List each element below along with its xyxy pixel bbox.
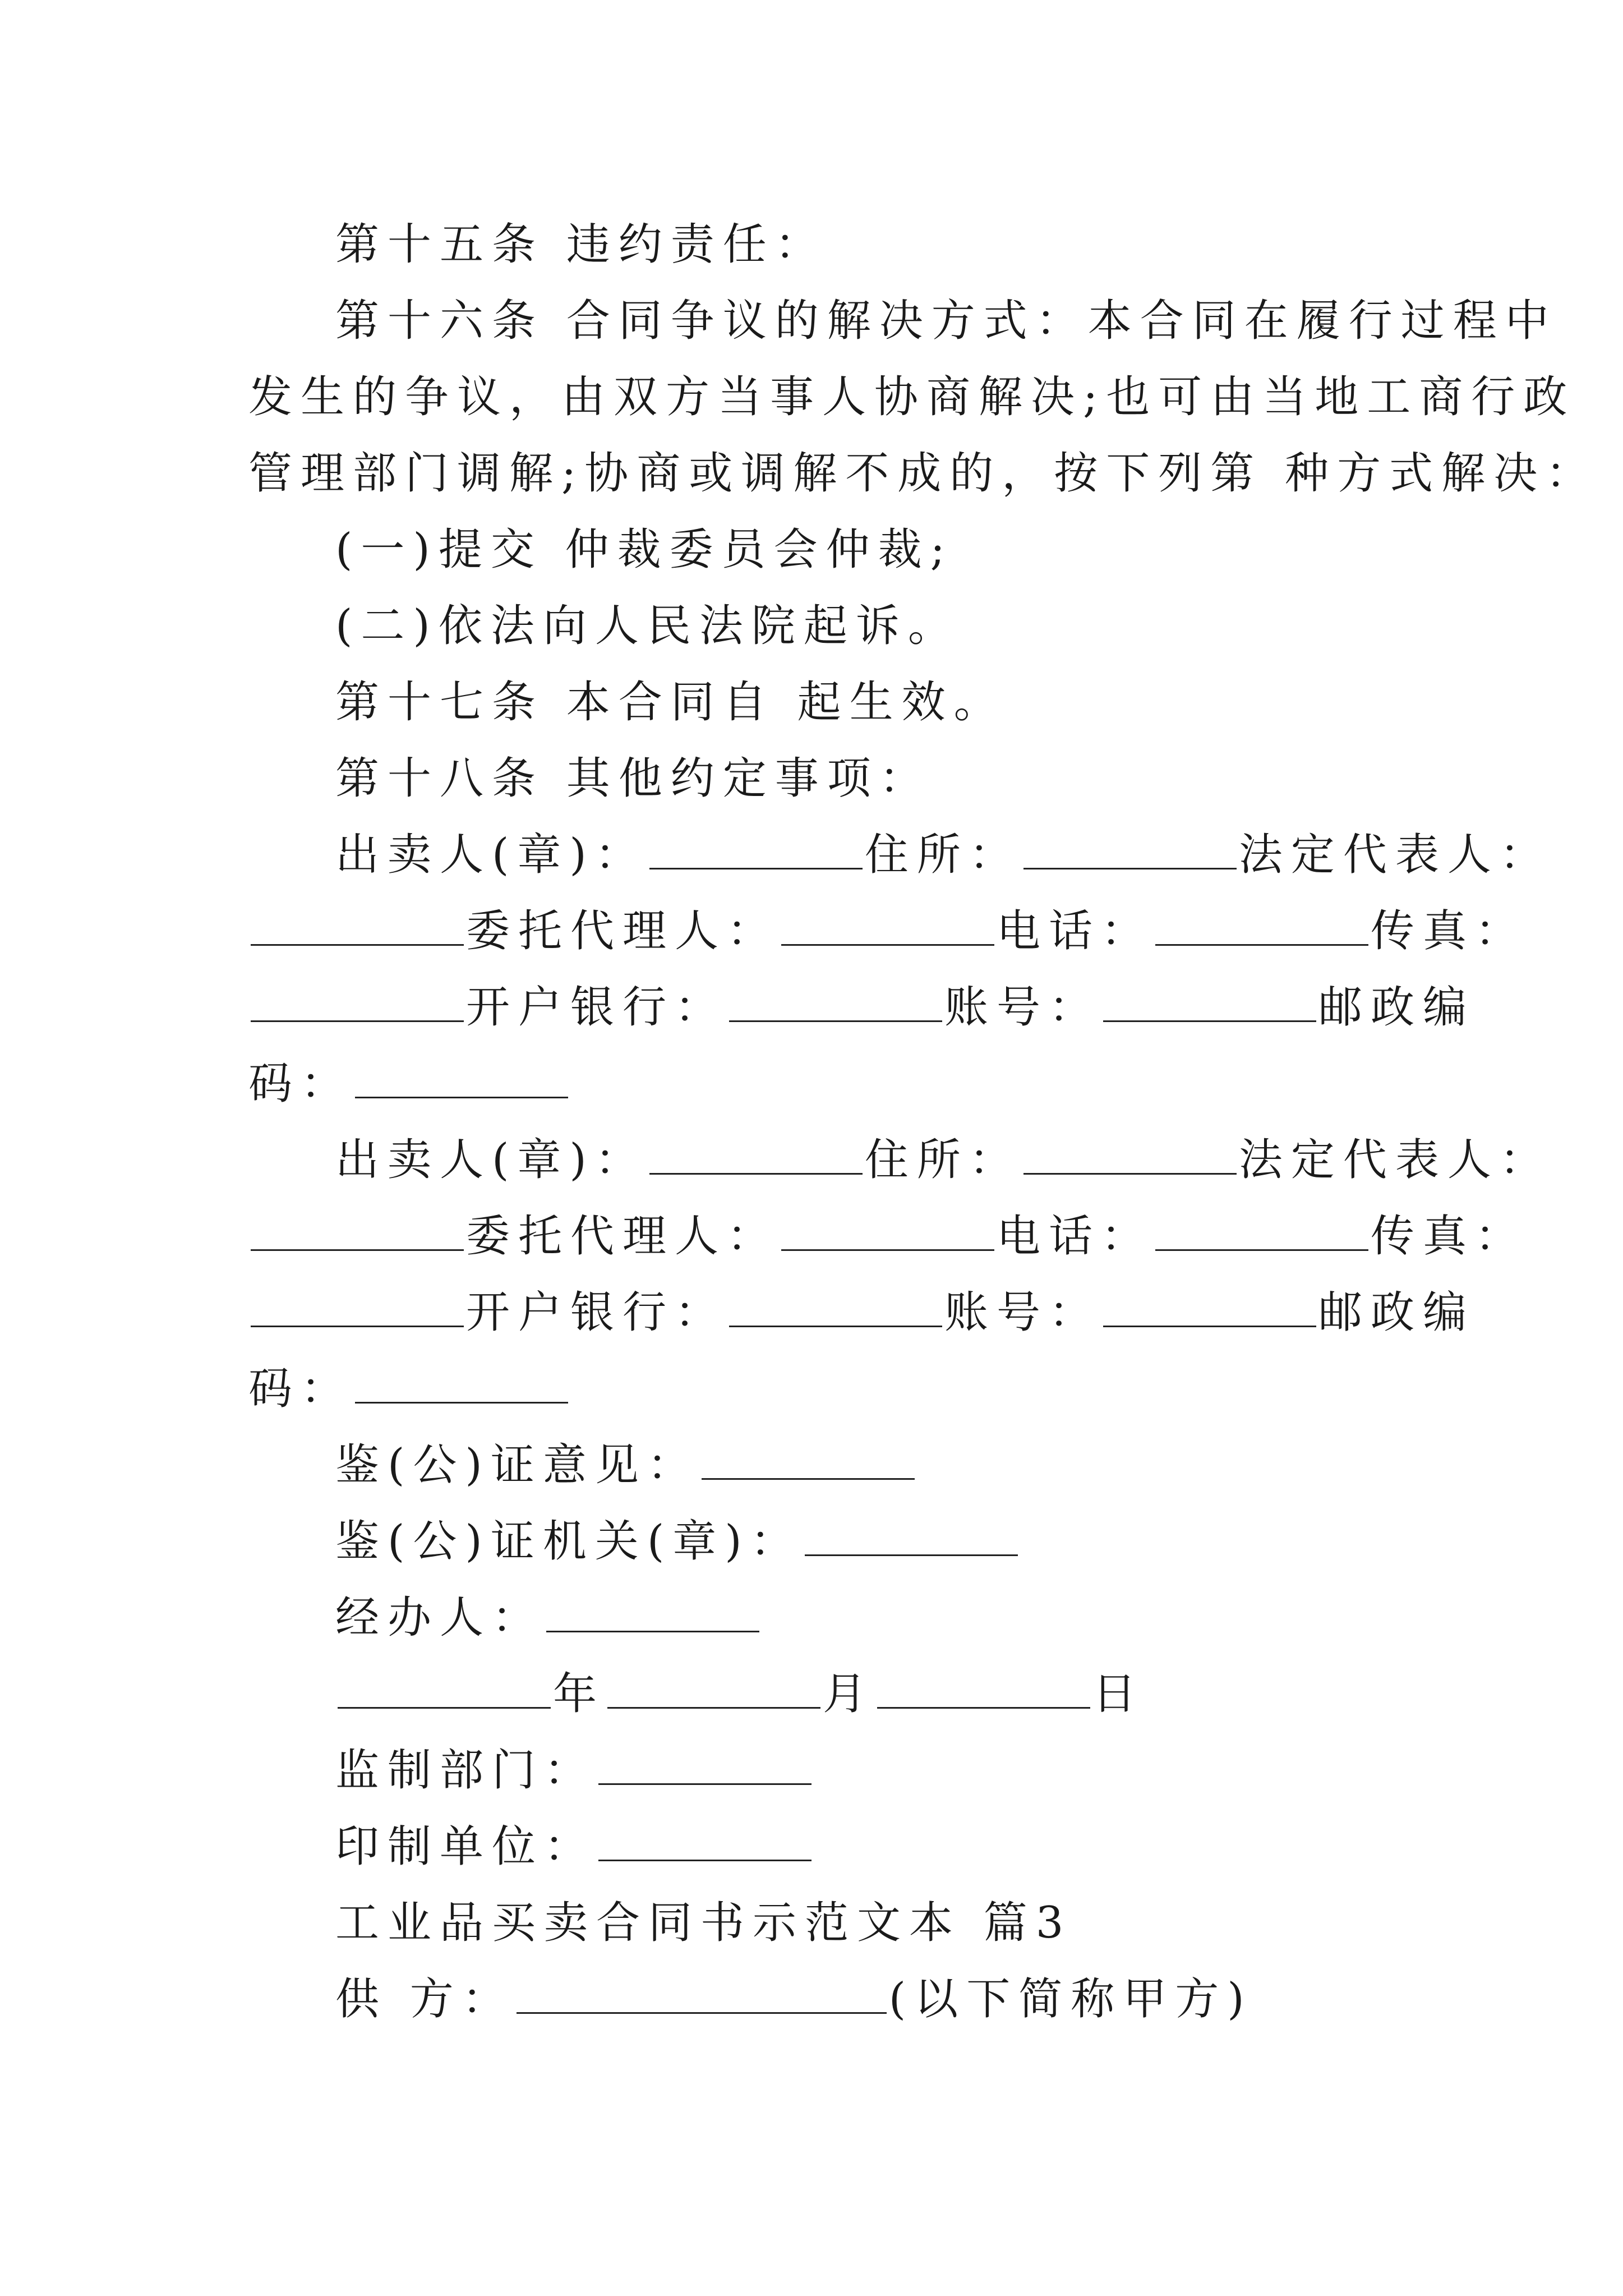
- phone-label: 电话：: [997, 906, 1154, 956]
- section-title-text: 工业品买卖合同书示范文本 篇3: [335, 1898, 1072, 1948]
- handler-blank[interactable]: [546, 1597, 759, 1632]
- legal-rep-label: 法定代表人：: [1238, 830, 1552, 880]
- postcode-label-b: 码：: [248, 1364, 353, 1414]
- seller-label: 出卖人(章)：: [335, 830, 647, 880]
- supervisor-label: 监制部门：: [335, 1745, 597, 1796]
- year-label: 年: [553, 1669, 606, 1719]
- article-16-text-1: 第十六条 合同争议的解决方式：本合同在履行过程中: [335, 296, 1557, 346]
- legal-rep-blank[interactable]: [251, 1216, 464, 1251]
- notary-office-label: 鉴(公)证机关(章)：: [335, 1516, 803, 1567]
- seller-blank[interactable]: [649, 1139, 863, 1175]
- postcode-label-a: 邮政编: [1318, 982, 1476, 1033]
- article-17-text-b: 起生效。: [797, 677, 1006, 728]
- account-label: 账号：: [944, 1287, 1101, 1338]
- notary-office-blank[interactable]: [805, 1521, 1018, 1556]
- article-16-line-2: [248, 369, 1575, 425]
- fax-blank[interactable]: [251, 987, 464, 1022]
- fax-label: 传真：: [1371, 906, 1528, 956]
- account-blank[interactable]: [1103, 1292, 1316, 1327]
- section-title: [335, 1895, 1072, 1951]
- account-blank[interactable]: [1103, 987, 1316, 1022]
- address-blank[interactable]: [1023, 834, 1237, 869]
- address-label: 住所：: [864, 1135, 1021, 1185]
- supplier-label: 供 方：: [335, 1974, 514, 2024]
- notary-office-line: [335, 1513, 1020, 1570]
- party1-line-1: [335, 827, 1552, 883]
- address-label: 住所：: [864, 830, 1021, 880]
- article-18: [335, 751, 932, 807]
- option-2-text: (二)依法向人民法院起诉。: [335, 601, 960, 651]
- date-line: [335, 1666, 1145, 1722]
- article-15: [335, 217, 827, 273]
- party2-line-2: [248, 1208, 1527, 1264]
- postcode-label-a: 邮政编: [1318, 1287, 1476, 1338]
- agent-blank[interactable]: [781, 910, 994, 946]
- month-blank[interactable]: [607, 1673, 820, 1709]
- handler-label: 经办人：: [335, 1593, 545, 1643]
- postcode-blank[interactable]: [355, 1063, 568, 1098]
- legal-rep-blank[interactable]: [251, 910, 464, 946]
- article-17-text-a: 第十七条 本合同自: [335, 677, 775, 728]
- printer-label: 印制单位：: [335, 1821, 597, 1872]
- bank-label: 开户银行：: [466, 982, 727, 1033]
- supplier-blank[interactable]: [517, 1978, 887, 2014]
- seller-label: 出卖人(章)：: [335, 1135, 647, 1185]
- agent-label: 委托代理人：: [466, 1211, 780, 1262]
- fax-label: 传真：: [1371, 1211, 1528, 1262]
- article-18-text: 第十八条 其他约定事项：: [335, 753, 932, 804]
- supplier-note: (以下简称甲方): [888, 1974, 1253, 2024]
- agent-blank[interactable]: [781, 1216, 994, 1251]
- article-16-text-2: 发生的争议，由双方当事人协商解决;也可由当地工商行政: [248, 372, 1576, 422]
- option-1-text-a: (一)提交: [335, 524, 543, 575]
- address-blank[interactable]: [1023, 1139, 1237, 1175]
- bank-label: 开户银行：: [466, 1287, 727, 1338]
- bank-blank[interactable]: [729, 987, 942, 1022]
- phone-label: 电话：: [997, 1211, 1154, 1262]
- article-16-text-3b: 种方式解决：: [1285, 448, 1598, 499]
- postcode-label-b: 码：: [248, 1059, 353, 1109]
- article-16-text-3a: 管理部门调解;协商或调解不成的，按下列第: [248, 448, 1263, 499]
- option-1-text-b: 仲裁委员会仲裁;: [565, 524, 953, 575]
- party1-line-4: [248, 1056, 570, 1112]
- notary-opinion-label: 鉴(公)证意见：: [335, 1440, 699, 1490]
- supplier-line: [335, 1971, 1253, 2027]
- month-label: 月: [823, 1669, 875, 1719]
- option-1: [335, 522, 953, 578]
- account-label: 账号：: [944, 982, 1101, 1033]
- legal-rep-label: 法定代表人：: [1238, 1135, 1552, 1185]
- day-blank[interactable]: [877, 1673, 1090, 1709]
- article-15-text: 第十五条 违约责任：: [335, 219, 827, 270]
- year-blank[interactable]: [338, 1673, 551, 1709]
- article-17: [335, 674, 1006, 730]
- postcode-blank[interactable]: [355, 1368, 568, 1404]
- notary-opinion-line: [335, 1437, 917, 1493]
- seller-blank[interactable]: [649, 834, 863, 869]
- handler-line: [335, 1590, 762, 1646]
- printer-blank[interactable]: [598, 1826, 811, 1861]
- fax-blank[interactable]: [251, 1292, 464, 1327]
- party1-line-2: [248, 903, 1527, 959]
- article-16-line-3: [248, 445, 1598, 501]
- supervisor-blank[interactable]: [598, 1750, 811, 1785]
- day-label: 日: [1092, 1669, 1145, 1719]
- phone-blank[interactable]: [1155, 1216, 1368, 1251]
- supervisor-line: [335, 1742, 814, 1798]
- party2-line-3: [248, 1285, 1475, 1341]
- article-16-line-1: [335, 293, 1557, 349]
- party2-line-4: [248, 1361, 570, 1417]
- printer-line: [335, 1819, 814, 1875]
- party1-line-3: [248, 979, 1475, 1036]
- bank-blank[interactable]: [729, 1292, 942, 1327]
- party2-line-1: [335, 1132, 1552, 1188]
- notary-opinion-blank[interactable]: [702, 1444, 915, 1480]
- agent-label: 委托代理人：: [466, 906, 780, 956]
- phone-blank[interactable]: [1155, 910, 1368, 946]
- option-2: [335, 598, 960, 654]
